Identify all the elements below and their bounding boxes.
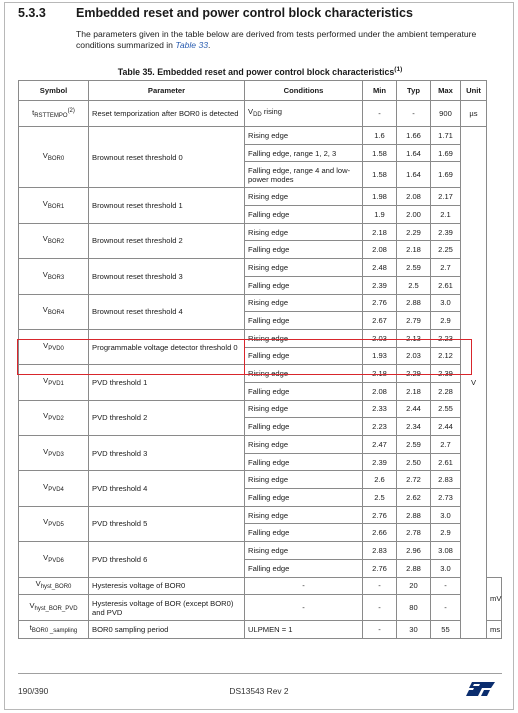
typ-cell: 2.88 [397, 506, 431, 524]
typ-cell: 2.62 [397, 489, 431, 507]
condition-cell: Rising edge [245, 259, 363, 277]
min-cell: 1.9 [363, 206, 397, 224]
typ-cell: 2.34 [397, 418, 431, 436]
symbol-cell: $V_{PVD6}$ [19, 542, 89, 577]
condition-cell: Rising edge [245, 329, 363, 347]
table-row [19, 365, 502, 383]
intro-paragraph [76, 29, 496, 51]
table-caption-note[interactable]: (1) [394, 66, 403, 73]
max-cell: 2.12 [431, 347, 461, 365]
parameter-cell: Hysteresis voltage of BOR0 [89, 577, 245, 595]
document-id: DS13543 Rev 2 [229, 686, 289, 696]
typ-cell: 2.59 [397, 436, 431, 454]
condition-cell: Rising edge [245, 365, 363, 383]
table-row [19, 294, 502, 312]
table-row [19, 188, 502, 206]
typ-cell: 20 [397, 577, 431, 595]
max-cell: 2.39 [431, 365, 461, 383]
max-cell: 2.61 [431, 276, 461, 294]
unit-cell: ms [487, 621, 502, 639]
parameter-cell: Brownout reset threshold 0 [89, 127, 245, 188]
condition-cell: Rising edge [245, 471, 363, 489]
intro-text: The parameters given in the table below are derived from tests performed under the ambient temperature conditions summarized in [76, 29, 477, 50]
min-cell: 2.76 [363, 294, 397, 312]
parameter-cell: Brownout reset threshold 1 [89, 188, 245, 223]
symbol-cell: $V_{PVD4}$ [19, 471, 89, 506]
condition-cell: Falling edge [245, 382, 363, 400]
max-cell: 2.73 [431, 489, 461, 507]
symbol-cell: $V_{BOR2}$ [19, 223, 89, 258]
typ-cell: 2.13 [397, 329, 431, 347]
condition-cell: Rising edge [245, 400, 363, 418]
symbol-cell: $V_{BOR4}$ [19, 294, 89, 329]
symbol-cell: $V_{PVD1}$ [19, 365, 89, 400]
parameter-cell: PVD threshold 6 [89, 542, 245, 577]
max-cell: 3.0 [431, 559, 461, 577]
table-row [19, 595, 502, 621]
parameter-cell: PVD threshold 1 [89, 365, 245, 400]
condition-cell: Falling edge [245, 418, 363, 436]
symbol-cell: $V_{hyst\_BOR0}$ [19, 577, 89, 595]
condition-cell: Falling edge, range 1, 2, 3 [245, 144, 363, 162]
min-cell: 2.5 [363, 489, 397, 507]
min-cell: 2.18 [363, 365, 397, 383]
page-number: 190/390 [18, 686, 49, 696]
typ-cell: 30 [397, 621, 431, 639]
min-cell: - [363, 595, 397, 621]
table-row [19, 259, 502, 277]
max-cell: - [431, 595, 461, 621]
typ-cell: 2.18 [397, 382, 431, 400]
max-cell: 1.69 [431, 162, 461, 188]
typ-cell: 2.29 [397, 223, 431, 241]
max-cell: 2.23 [431, 329, 461, 347]
max-cell: - [431, 577, 461, 595]
min-cell: 2.47 [363, 436, 397, 454]
typ-cell: 2.96 [397, 542, 431, 560]
table-row [19, 223, 502, 241]
footer-rule [18, 673, 502, 674]
typ-cell: 1.64 [397, 144, 431, 162]
min-cell: 1.93 [363, 347, 397, 365]
min-cell: 2.76 [363, 506, 397, 524]
table-row [19, 329, 502, 347]
table-33-link[interactable]: Table 33 [175, 40, 209, 50]
min-cell: 2.33 [363, 400, 397, 418]
unit-cell: µs [461, 101, 487, 127]
min-cell: 2.6 [363, 471, 397, 489]
table-caption-text: Table 35. Embedded reset and power control block characteristics [117, 66, 395, 77]
condition-cell: Rising edge [245, 294, 363, 312]
max-cell: 1.71 [431, 127, 461, 145]
parameter-cell: PVD threshold 5 [89, 506, 245, 541]
table-row [19, 621, 502, 639]
parameter-cell: BOR0 sampling period [89, 621, 245, 639]
max-cell: 2.83 [431, 471, 461, 489]
table-row [19, 471, 502, 489]
max-cell: 2.9 [431, 312, 461, 330]
section-number: 5.3.3 [18, 6, 46, 20]
table-row [19, 542, 502, 560]
symbol-cell: $V_{PVD3}$ [19, 436, 89, 471]
typ-cell: 2.5 [397, 276, 431, 294]
condition-cell: ULPMEN = 1 [245, 621, 363, 639]
typ-cell: 2.59 [397, 259, 431, 277]
max-cell: 2.1 [431, 206, 461, 224]
condition-cell: - [245, 577, 363, 595]
table-row [19, 101, 502, 127]
symbol-cell: $V_{BOR3}$ [19, 259, 89, 294]
header-conditions: Conditions [245, 81, 363, 101]
typ-cell: 2.79 [397, 312, 431, 330]
min-cell: 2.23 [363, 418, 397, 436]
header-symbol: Symbol [19, 81, 89, 101]
symbol-cell: $V_{PVD2}$ [19, 400, 89, 435]
min-cell: 2.67 [363, 312, 397, 330]
header-unit: Unit [461, 81, 487, 101]
parameter-cell: Hysteresis voltage of BOR (except BOR0) and PVD [89, 595, 245, 621]
condition-cell: Falling edge [245, 453, 363, 471]
min-cell: 2.48 [363, 259, 397, 277]
max-cell: 2.28 [431, 382, 461, 400]
parameter-cell: PVD threshold 4 [89, 471, 245, 506]
parameter-cell: Reset temporization after BOR0 is detected [89, 101, 245, 127]
table-row [19, 506, 502, 524]
max-cell: 2.9 [431, 524, 461, 542]
max-cell: 3.0 [431, 294, 461, 312]
header-parameter: Parameter [89, 81, 245, 101]
max-cell: 55 [431, 621, 461, 639]
parameter-cell: Brownout reset threshold 4 [89, 294, 245, 329]
min-cell: - [363, 621, 397, 639]
typ-cell: 2.03 [397, 347, 431, 365]
condition-cell: Rising edge [245, 542, 363, 560]
max-cell: 2.44 [431, 418, 461, 436]
condition-cell: Falling edge, range 4 and low-power modes [245, 162, 363, 188]
table-caption [18, 66, 502, 77]
typ-cell: 2.00 [397, 206, 431, 224]
min-cell: 2.18 [363, 223, 397, 241]
max-cell: 2.25 [431, 241, 461, 259]
table-row [19, 436, 502, 454]
condition-cell: Rising edge [245, 506, 363, 524]
typ-cell: 2.50 [397, 453, 431, 471]
symbol-cell: $t_{BOR0 \_sampling}$ [19, 621, 89, 639]
max-cell: 2.55 [431, 400, 461, 418]
condition-cell: Falling edge [245, 347, 363, 365]
section-title: Embedded reset and power control block characteristics [76, 6, 413, 20]
condition-cell: Rising edge [245, 127, 363, 145]
min-cell: 2.76 [363, 559, 397, 577]
min-cell: - [363, 101, 397, 127]
min-cell: 2.39 [363, 276, 397, 294]
header-typ: Typ [397, 81, 431, 101]
min-cell: 1.58 [363, 144, 397, 162]
min-cell: 2.08 [363, 382, 397, 400]
condition-cell: Rising edge [245, 223, 363, 241]
typ-cell: 2.18 [397, 241, 431, 259]
parameter-cell: Brownout reset threshold 3 [89, 259, 245, 294]
condition-cell: Falling edge [245, 312, 363, 330]
max-cell: 2.17 [431, 188, 461, 206]
intro-end: . [208, 40, 211, 50]
min-cell: 2.03 [363, 329, 397, 347]
typ-cell: 2.88 [397, 559, 431, 577]
symbol-cell: $V_{BOR1}$ [19, 188, 89, 223]
table-row [19, 127, 502, 145]
typ-cell: 80 [397, 595, 431, 621]
min-cell: 1.58 [363, 162, 397, 188]
typ-cell: 1.66 [397, 127, 431, 145]
symbol-cell: $V_{PVD0}$ [19, 329, 89, 364]
min-cell: 2.83 [363, 542, 397, 560]
typ-cell: 2.44 [397, 400, 431, 418]
max-cell: 1.69 [431, 144, 461, 162]
typ-cell: 2.08 [397, 188, 431, 206]
min-cell: - [363, 577, 397, 595]
typ-cell: 2.88 [397, 294, 431, 312]
typ-cell: 2.29 [397, 365, 431, 383]
condition-cell: Rising edge [245, 436, 363, 454]
condition-cell: $V_{DD}$ rising [245, 101, 363, 127]
condition-cell: Falling edge [245, 206, 363, 224]
min-cell: 1.6 [363, 127, 397, 145]
max-cell: 2.61 [431, 453, 461, 471]
max-cell: 2.7 [431, 259, 461, 277]
parameter-cell: PVD threshold 2 [89, 400, 245, 435]
characteristics-table [18, 80, 502, 639]
table-header-row [19, 81, 502, 101]
parameter-cell: Programmable voltage detector threshold 0 [89, 329, 245, 364]
max-cell: 900 [431, 101, 461, 127]
unit-cell-mv: mV [487, 577, 502, 621]
table-row [19, 400, 502, 418]
condition-cell: Falling edge [245, 559, 363, 577]
typ-cell: 2.72 [397, 471, 431, 489]
parameter-cell: PVD threshold 3 [89, 436, 245, 471]
max-cell: 3.0 [431, 506, 461, 524]
symbol-cell: $t_{RSTTEMPO}^{(2)}$ [19, 101, 89, 127]
header-max: Max [431, 81, 461, 101]
table-row [19, 577, 502, 595]
unit-cell-v: V [461, 127, 487, 639]
condition-cell: Falling edge [245, 524, 363, 542]
condition-cell: Falling edge [245, 276, 363, 294]
max-cell: 2.7 [431, 436, 461, 454]
st-logo-icon [466, 680, 496, 698]
max-cell: 3.08 [431, 542, 461, 560]
min-cell: 2.08 [363, 241, 397, 259]
symbol-cell: $V_{BOR0}$ [19, 127, 89, 188]
condition-cell: Falling edge [245, 241, 363, 259]
symbol-cell: $V_{hyst\_BOR\_PVD}$ [19, 595, 89, 621]
typ-cell: 1.64 [397, 162, 431, 188]
condition-cell: Rising edge [245, 188, 363, 206]
min-cell: 1.98 [363, 188, 397, 206]
min-cell: 2.39 [363, 453, 397, 471]
header-min: Min [363, 81, 397, 101]
typ-cell: - [397, 101, 431, 127]
symbol-cell: $V_{PVD5}$ [19, 506, 89, 541]
condition-cell: - [245, 595, 363, 621]
parameter-cell: Brownout reset threshold 2 [89, 223, 245, 258]
typ-cell: 2.78 [397, 524, 431, 542]
max-cell: 2.39 [431, 223, 461, 241]
min-cell: 2.66 [363, 524, 397, 542]
condition-cell: Falling edge [245, 489, 363, 507]
